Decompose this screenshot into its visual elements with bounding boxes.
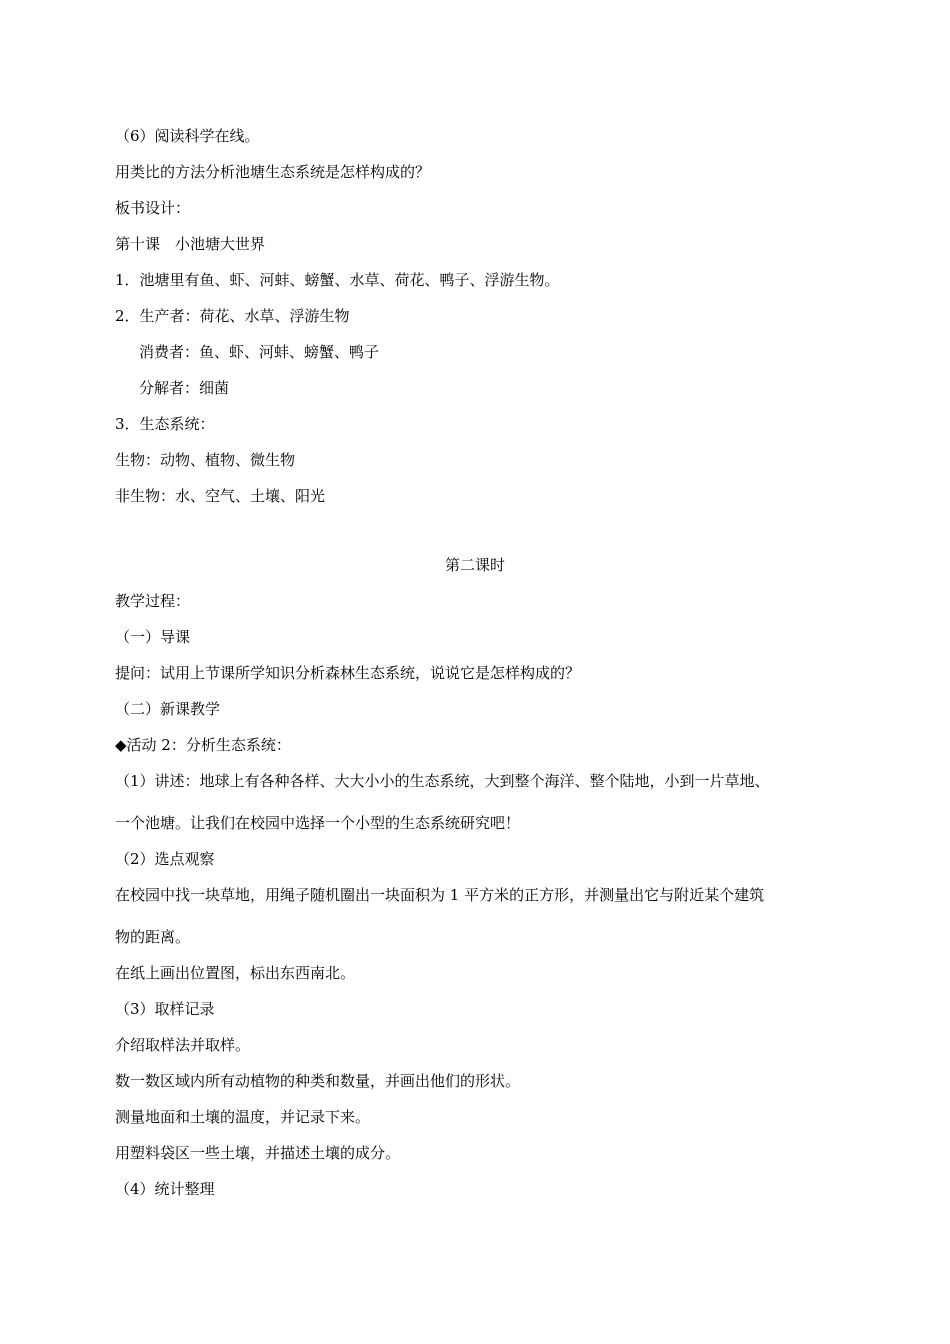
step-3-counting: 数一数区域内所有动植物的种类和数量，并画出他们的形状。 (115, 1072, 521, 1090)
step-2-text-line-3: 在纸上画出位置图，标出东西南北。 (115, 964, 356, 982)
activity-2-heading: ◆活动 2：分析生态系统： (115, 736, 291, 754)
point-3: 3．生态系统： (115, 415, 215, 433)
board-design-label: 板书设计： (115, 199, 191, 217)
point-2-consumers: 消费者：鱼、虾、河蚌、螃蟹、鸭子 (139, 343, 380, 361)
step-3-soil: 用塑料袋区一些土壤，并描述土壤的成分。 (115, 1144, 401, 1162)
analogy-question: 用类比的方法分析池塘生态系统是怎样构成的？ (115, 163, 431, 181)
biotic-factors: 生物：动物、植物、微生物 (115, 451, 296, 469)
point-2-producers: 2．生产者：荷花、水草、浮游生物 (115, 307, 350, 325)
point-2-decomposers: 分解者：细菌 (139, 379, 230, 397)
part-2-heading: （二）新课教学 (115, 700, 221, 718)
item-6-reading: （6）阅读科学在线。 (115, 127, 260, 145)
step-3-heading: （3）取样记录 (115, 1000, 215, 1018)
step-1-text-line-1: （1）讲述：地球上有各种各样、大大小小的生态系统，大到整个海洋、整个陆地，小到一片草地、 (115, 772, 770, 790)
forest-question: 提问：试用上节课所学知识分析森林生态系统，说说它是怎样构成的？ (115, 664, 581, 682)
step-3-temperature: 测量地面和土壤的温度，并记录下来。 (115, 1108, 371, 1126)
section-heading: 第二课时 (444, 556, 505, 574)
process-label: 教学过程： (115, 592, 191, 610)
step-1-text-line-2: 一个池塘。让我们在校园中选择一个小型的生态系统研究吧！ (115, 814, 521, 832)
point-1: 1．池塘里有鱼、虾、河蚌、螃蟹、水草、荷花、鸭子、浮游生物。 (115, 271, 560, 289)
abiotic-factors: 非生物：水、空气、土壤、阳光 (115, 487, 326, 505)
step-4-heading: （4）统计整理 (115, 1180, 215, 1198)
part-1-heading: （一）导课 (115, 628, 191, 646)
step-2-text-line-1: 在校园中找一块草地，用绳子随机圈出一块面积为 1 平方米的正方形，并测量出它与附近某个建筑 (115, 886, 765, 904)
step-2-text-line-2: 物的距离。 (115, 928, 191, 946)
step-2-heading: （2）选点观察 (115, 850, 215, 868)
step-3-sampling: 介绍取样法并取样。 (115, 1036, 251, 1054)
lesson-title: 第十课 小池塘大世界 (115, 235, 266, 253)
